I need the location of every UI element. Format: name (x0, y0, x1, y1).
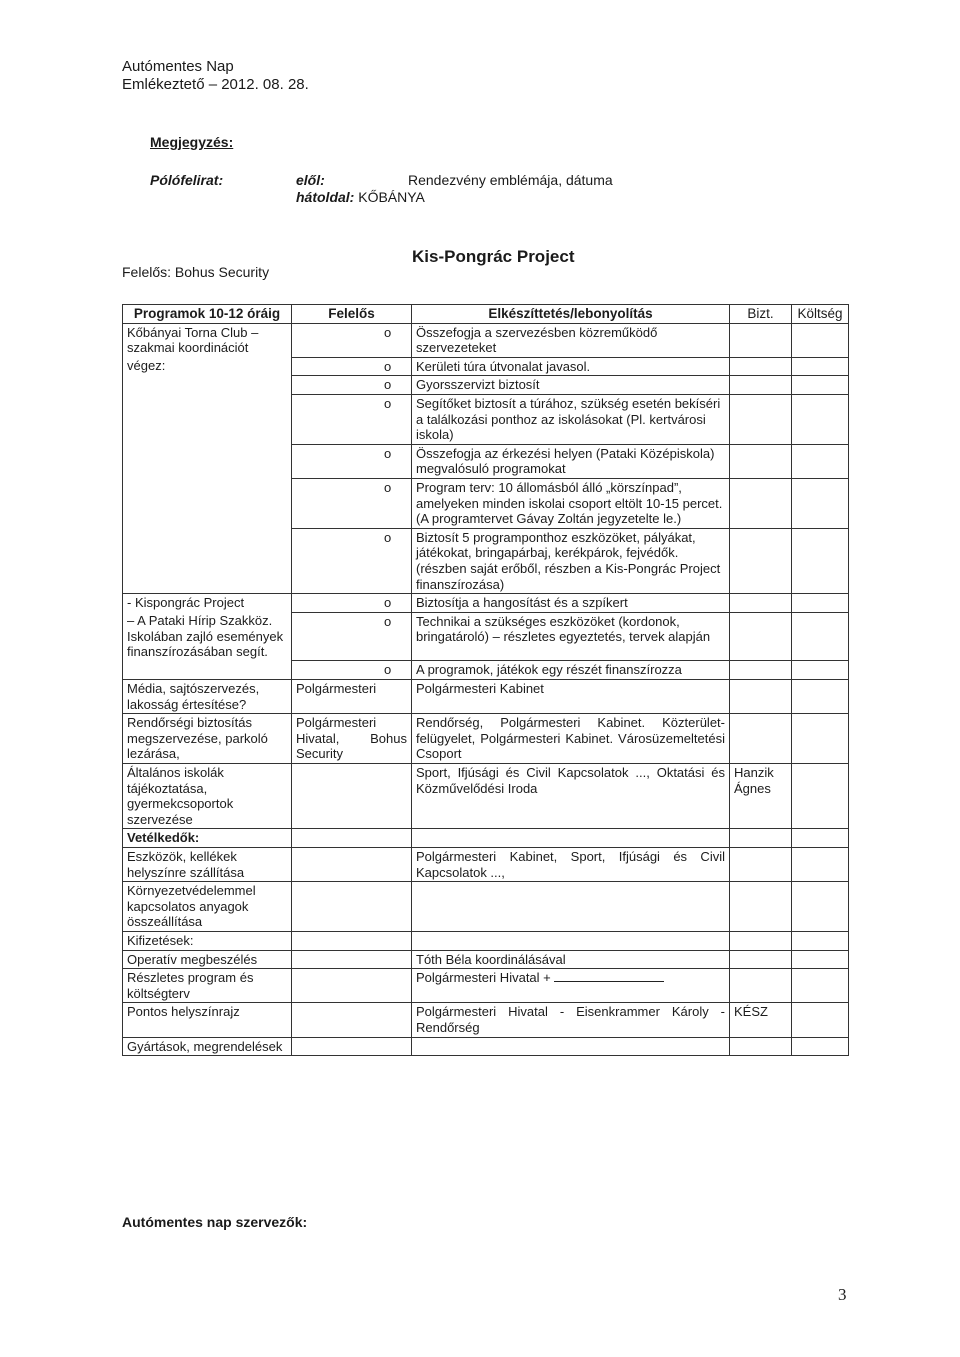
cell-bizt (730, 882, 792, 932)
note-label: Megjegyzés: (150, 134, 234, 150)
cell-program: Részletes program és költségterv (123, 969, 292, 1003)
cell-bizt (730, 394, 792, 444)
cell-cost (792, 444, 849, 478)
cell-task: o Gyorsszervizt biztosít (412, 376, 730, 395)
document-subtitle: Emlékeztető – 2012. 08. 28. (122, 76, 309, 93)
header-responsible: Felelős (292, 305, 412, 324)
table-row (123, 444, 849, 478)
cell-program: Vetélkedők: (123, 829, 292, 848)
cell-task: o Biztosít 5 programponthoz eszközöket, pályákat, játékokat, bringapárbaj, kerékpárok, fejvédők. (részben saját erőből, részben a Kis-Pongrác Project finanszírozása) (412, 528, 730, 593)
cell-bizt (730, 969, 792, 1003)
table-row (123, 394, 849, 444)
cell-program: Eszközök, kellékek helyszínre szállítása (123, 848, 292, 882)
back-line (296, 189, 425, 205)
cell-program (123, 528, 292, 593)
cell-responsible (292, 528, 412, 593)
cell-cost (792, 848, 849, 882)
cell-cost (792, 950, 849, 969)
cell-bizt (730, 478, 792, 528)
back-label: hátoldal: (296, 189, 355, 205)
table-row (123, 882, 849, 932)
header-cost: Költség (792, 305, 849, 324)
cell-responsible: Polgármesteri (292, 680, 412, 714)
cell-cost (792, 969, 849, 1003)
cell-task: o Összefogja az érkezési helyen (Pataki Középiskola) megvalósuló programokat (412, 444, 730, 478)
cell-task (412, 882, 730, 932)
front-label: elől: (296, 172, 325, 188)
cell-bizt: KÉSZ (730, 1003, 792, 1037)
cell-cost (792, 1003, 849, 1037)
cell-task: Polgármesteri Kabinet (412, 680, 730, 714)
cell-cost (792, 478, 849, 528)
header-execution: Elkészíttetés/lebonyolítás (412, 305, 730, 324)
table-row (123, 931, 849, 950)
cell-task: Sport, Ifjúsági és Civil Kapcsolatok ..., Oktatási és Közművelődési Iroda (412, 764, 730, 829)
cell-responsible (292, 950, 412, 969)
cell-program: Pontos helyszínrajz (123, 1003, 292, 1037)
cell-cost (792, 1037, 849, 1056)
cell-responsible (292, 1037, 412, 1056)
cell-task: o Program terv: 10 állomásból álló „körszínpad”, amelyeken minden iskolai csoport eltölt 10-15 percet. (A programtervet Gávay Zoltán jegyzetelte le.) (412, 478, 730, 528)
cell-program: – A Pataki Hírip Szakköz. Iskolában zajló események finanszírozásában segít. (123, 612, 292, 661)
blank-line (554, 971, 664, 982)
cell-bizt (730, 714, 792, 764)
table-row (123, 1037, 849, 1056)
cell-program: Általános iskolák tájékoztatása, gyermekcsoportok szervezése (123, 764, 292, 829)
front-text: Rendezvény emblémája, dátuma (408, 172, 613, 188)
table-row (123, 950, 849, 969)
cell-bizt (730, 829, 792, 848)
table-row (123, 323, 849, 357)
cell-bizt (730, 444, 792, 478)
cell-cost (792, 612, 849, 661)
cell-program (123, 444, 292, 478)
cell-cost (792, 357, 849, 376)
cell-task: Rendőrség, Polgármesteri Kabinet. Közterület-felügyelet, Polgármesteri Kabinet. Városüzemeltetési Csoport (412, 714, 730, 764)
cell-responsible (292, 931, 412, 950)
cell-cost (792, 376, 849, 395)
cell-task (412, 1037, 730, 1056)
table-row (123, 528, 849, 593)
table-row (123, 376, 849, 395)
cell-task: o Segítőket biztosít a túrához, szükség esetén bekíséri a találkozási ponthoz az iskolásokat (Pl. kertvárosi iskola) (412, 394, 730, 444)
cell-program: Gyártások, megrendelések (123, 1037, 292, 1056)
program-table (122, 304, 849, 1056)
cell-responsible (292, 969, 412, 1003)
cell-cost (792, 829, 849, 848)
cell-cost (792, 594, 849, 613)
cell-responsible (292, 882, 412, 932)
cell-task (412, 931, 730, 950)
cell-responsible (292, 612, 412, 661)
cell-responsible (292, 661, 412, 680)
cell-task: o A programok, játékok egy részét finanszírozza (412, 661, 730, 680)
table-row (123, 714, 849, 764)
cell-task: o Biztosítja a hangosítást és a szpíkert (412, 594, 730, 613)
cell-program (123, 661, 292, 680)
cell-program: Kifizetések: (123, 931, 292, 950)
header-programs: Programok 10-12 óráig (123, 305, 292, 324)
back-text: KŐBÁNYA (358, 189, 425, 205)
cell-bizt (730, 376, 792, 395)
cell-program: Média, sajtószervezés, lakosság értesítése? (123, 680, 292, 714)
cell-responsible (292, 848, 412, 882)
cell-cost (792, 714, 849, 764)
cell-program (123, 394, 292, 444)
cell-program: Kőbányai Torna Club – szakmai koordinációt (123, 323, 292, 357)
cell-bizt (730, 594, 792, 613)
cell-task (412, 969, 730, 1003)
cell-bizt (730, 680, 792, 714)
cell-responsible (292, 323, 412, 357)
cell-task: Tóth Béla koordinálásával (412, 950, 730, 969)
cell-program: Rendőrségi biztosítás megszervezése, parkoló lezárása, (123, 714, 292, 764)
header-bizt: Bizt. (730, 305, 792, 324)
cell-bizt (730, 661, 792, 680)
cell-cost (792, 661, 849, 680)
cell-cost (792, 931, 849, 950)
table-row (123, 969, 849, 1003)
document-title: Autómentes Nap (122, 58, 234, 75)
cell-cost (792, 764, 849, 829)
footer-organizers: Autómentes nap szervezők: (122, 1214, 308, 1230)
cell-cost (792, 394, 849, 444)
cell-cost (792, 882, 849, 932)
table-row (123, 594, 849, 613)
cell-bizt (730, 357, 792, 376)
cell-task-text: Polgármesteri Hivatal + (416, 970, 551, 986)
responsible-line: Felelős: Bohus Security (122, 264, 270, 280)
table-row (123, 680, 849, 714)
cell-bizt (730, 528, 792, 593)
cell-task: Polgármesteri Hivatal - Eisenkrammer Károly - Rendőrség (412, 1003, 730, 1037)
cell-bizt (730, 612, 792, 661)
cell-bizt (730, 1037, 792, 1056)
cell-task: o Kerületi túra útvonalat javasol. (412, 357, 730, 376)
cell-responsible (292, 594, 412, 613)
cell-cost (792, 323, 849, 357)
cell-program: Környezetvédelemmel kapcsolatos anyagok összeállítása (123, 882, 292, 932)
cell-task: o Technikai a szükséges eszközöket (kordonok, bringatároló) – részletes egyeztetés, tervek alapján (412, 612, 730, 661)
shirt-label: Pólófelirat: (150, 172, 224, 188)
cell-responsible (292, 1003, 412, 1037)
table-row (123, 661, 849, 680)
cell-responsible (292, 478, 412, 528)
cell-bizt (730, 323, 792, 357)
cell-bizt (730, 950, 792, 969)
cell-responsible (292, 444, 412, 478)
cell-responsible (292, 829, 412, 848)
table-row (123, 764, 849, 829)
cell-responsible (292, 357, 412, 376)
cell-bizt (730, 848, 792, 882)
table-row (123, 848, 849, 882)
table-row (123, 357, 849, 376)
cell-program (123, 376, 292, 395)
cell-responsible (292, 764, 412, 829)
cell-responsible (292, 394, 412, 444)
table-row (123, 478, 849, 528)
table-header-row (123, 305, 849, 324)
cell-responsible: Polgármesteri Hivatal, Bohus Security (292, 714, 412, 764)
cell-bizt: Hanzik Ágnes (730, 764, 792, 829)
table-row (123, 829, 849, 848)
cell-program: végez: (123, 357, 292, 376)
page-number: 3 (838, 1285, 847, 1304)
cell-task: Polgármesteri Kabinet, Sport, Ifjúsági és Civil Kapcsolatok ..., (412, 848, 730, 882)
cell-program: Operatív megbeszélés (123, 950, 292, 969)
cell-task (412, 829, 730, 848)
cell-cost (792, 680, 849, 714)
table-row (123, 1003, 849, 1037)
cell-program (123, 478, 292, 528)
cell-program: - Kispongrác Project (123, 594, 292, 613)
cell-bizt (730, 931, 792, 950)
cell-cost (792, 528, 849, 593)
cell-responsible (292, 376, 412, 395)
table-row (123, 612, 849, 661)
project-title: Kis-Pongrác Project (412, 247, 575, 266)
cell-task: o Összefogja a szervezésben közreműködő szervezeteket (412, 323, 730, 357)
